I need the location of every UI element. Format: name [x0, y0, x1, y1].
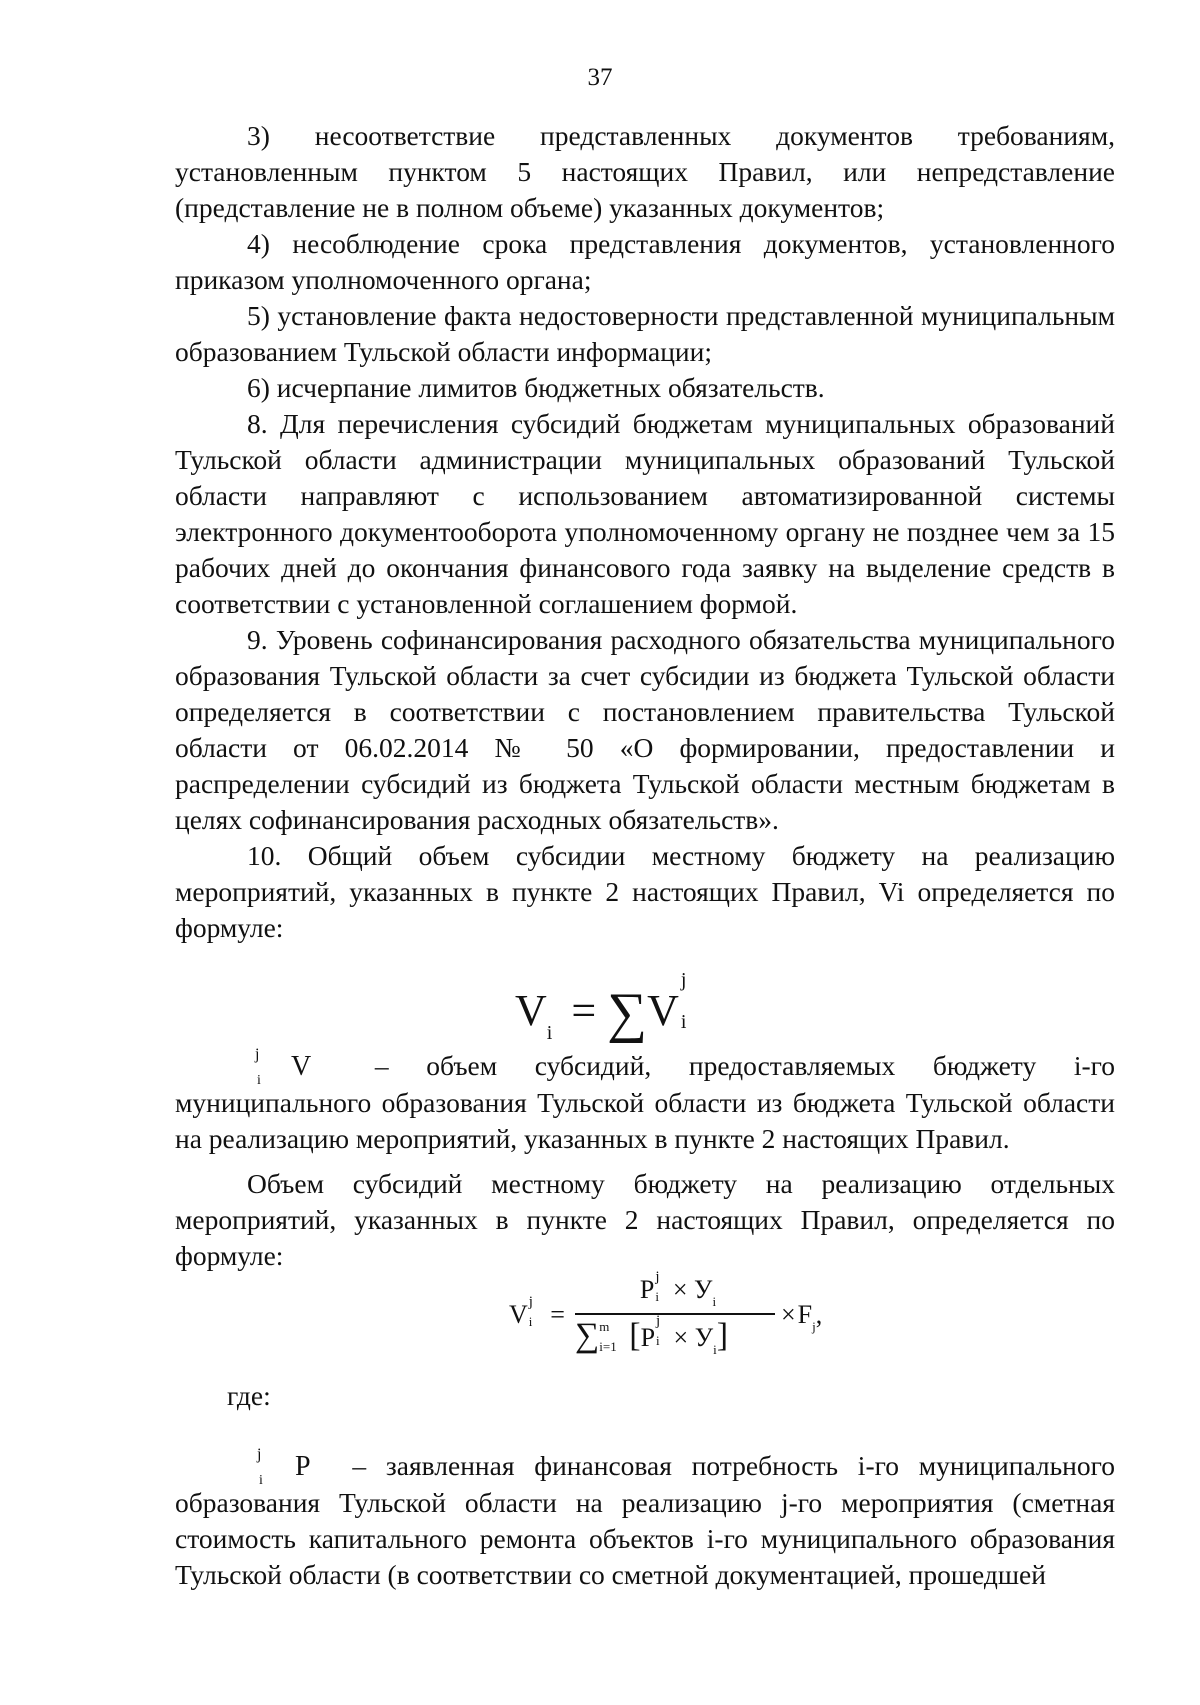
- formula2-den-p: P: [640, 1323, 656, 1352]
- paragraph-item-6: 6) исчерпание лимитов бюджетных обязательств.: [247, 372, 825, 403]
- formula2-den-close-bracket: ]: [716, 1317, 729, 1354]
- pij-definition-text: – заявленная финансовая потребность i-го муниципального образования Тульской области на реализацию j-го мероприятия (сметная стоимость капитального ремонта объектов i-го муниципального образования Тульской области (в соответствии со сметной документацией, прошедшей: [175, 1450, 1115, 1590]
- paragraph-clause-8: 8. Для перечисления субсидий бюджетам муниципальных образований Тульской области администрации муниципальных образований Тульской области направляют с использованием автоматизированной системы электронного документооборота уполномоченному органу не позднее чем за 15 рабочих дней до окончания финансового года заявку на выделение средств в соответствии с установленной соглашением формой.: [175, 408, 1115, 619]
- formula2-lhs: [509, 1294, 565, 1330]
- formula2-den-sum-sup: m: [599, 1319, 610, 1334]
- formula2-den-sum: ∑: [575, 1317, 600, 1354]
- body-text-top: [175, 118, 1115, 946]
- formula2-tail: [781, 1300, 823, 1334]
- formula1-rhs: V: [647, 986, 679, 1035]
- formula2-eq: =: [550, 1300, 565, 1329]
- vij-definition: [175, 1048, 1115, 1157]
- formula2-numerator: [603, 1269, 753, 1309]
- paragraph-clause-9: 9. Уровень софинансирования расходного обязательства муниципального образования Тульской области за счет субсидии из бюджета Тульской области определяется в соответствии с постановлением правительства Тульской области от 06.02.2014 № 50 «О формировании, предоставлении и распределении субсидий из бюджета Тульской области местным бюджетам в целях софинансирования расходных обязательств».: [175, 624, 1115, 835]
- vij-symbol: [233, 1046, 312, 1088]
- formula2-den-sum-sub: i=1: [599, 1339, 617, 1354]
- vij-symbol-sub: i: [257, 1073, 261, 1088]
- formula2-lhs-letter: V: [509, 1300, 528, 1329]
- paragraph-item-5: 5) установление факта недостоверности представленной муниципальным образованием Тульской области информации;: [175, 300, 1115, 367]
- formula2-tail-f: F: [797, 1300, 813, 1329]
- paragraph-volume: Объем субсидий местному бюджету на реализацию отдельных мероприятий, указанных в пункте 2 настоящих Правил, определяется по формуле:: [175, 1168, 1115, 1271]
- pij-symbol-sub: i: [259, 1473, 263, 1488]
- formula2-num-p-sup: j: [655, 1269, 660, 1285]
- formula2-num-times: ×: [672, 1275, 688, 1304]
- formula2-tail-comma: ,: [815, 1300, 823, 1329]
- formula2-den-p-sub: i: [656, 1333, 660, 1348]
- formula2-den-p-sup: j: [656, 1313, 661, 1329]
- formula1-eq: =: [571, 986, 597, 1035]
- paragraph-item-3: 3) несоответствие представленных документов требованиям, установленным пунктом 5 настоящих Правил, или непредставление (представление не в полном объеме) указанных документов;: [175, 120, 1115, 223]
- formula2-tail-times: ×: [781, 1300, 796, 1329]
- formula2-num-y: У: [694, 1275, 713, 1304]
- formula2-num-p: P: [639, 1275, 655, 1304]
- paragraph-clause-10: 10. Общий объем субсидии местному бюджету на реализацию мероприятий, указанных в пункте 2 настоящих Правил, Vi определяется по формуле:: [175, 840, 1115, 943]
- where-label: где:: [227, 1380, 271, 1411]
- formula-total-subsidy: [515, 969, 693, 1045]
- pij-definition: [175, 1448, 1115, 1593]
- formula1-lhs-sub: i: [546, 1022, 553, 1044]
- vij-definition-text: – объем субсидий, предоставляемых бюджету i-го муниципального образования Тульской области из бюджета Тульской области на реализацию мероприятий, указанных в пункте 2 настоящих Правил.: [175, 1050, 1115, 1154]
- formula-individual-subsidy: [505, 1269, 823, 1365]
- formula2-den-times: ×: [673, 1323, 689, 1352]
- where-line: [175, 1378, 1115, 1414]
- formula2-den-y: У: [694, 1323, 714, 1352]
- formula2-num-y-sub: i: [712, 1294, 717, 1309]
- formula1-rhs-sup: j: [680, 969, 687, 991]
- formula2-lhs-sub: i: [528, 1314, 533, 1329]
- formula2-denominator: [575, 1313, 785, 1357]
- vij-symbol-letter: V: [291, 1051, 312, 1082]
- pij-symbol-sup: j: [257, 1446, 262, 1463]
- vij-symbol-sup: j: [255, 1046, 260, 1063]
- formula2-tail-f-sub: j: [812, 1319, 816, 1334]
- pij-symbol-letter: P: [295, 1451, 311, 1482]
- formula2-lhs-sup: j: [528, 1294, 533, 1310]
- formula1-rhs-sub: i: [680, 1011, 687, 1033]
- formula2-den-y-sub: i: [713, 1342, 717, 1357]
- formula2-num-p-sub: i: [655, 1289, 659, 1304]
- paragraph-item-4: 4) несоблюдение срока представления документов, установленного приказом уполномоченного органа;: [175, 228, 1115, 295]
- formula2-fraction-bar: [575, 1313, 775, 1315]
- formula1-sum-sign: ∑: [607, 982, 648, 1044]
- formula2-den-open-bracket: [: [629, 1317, 641, 1354]
- formula1-lhs: V: [515, 986, 547, 1035]
- page-number: 37: [587, 64, 613, 91]
- pij-symbol: [235, 1446, 311, 1488]
- body-text-volume: [175, 1166, 1115, 1274]
